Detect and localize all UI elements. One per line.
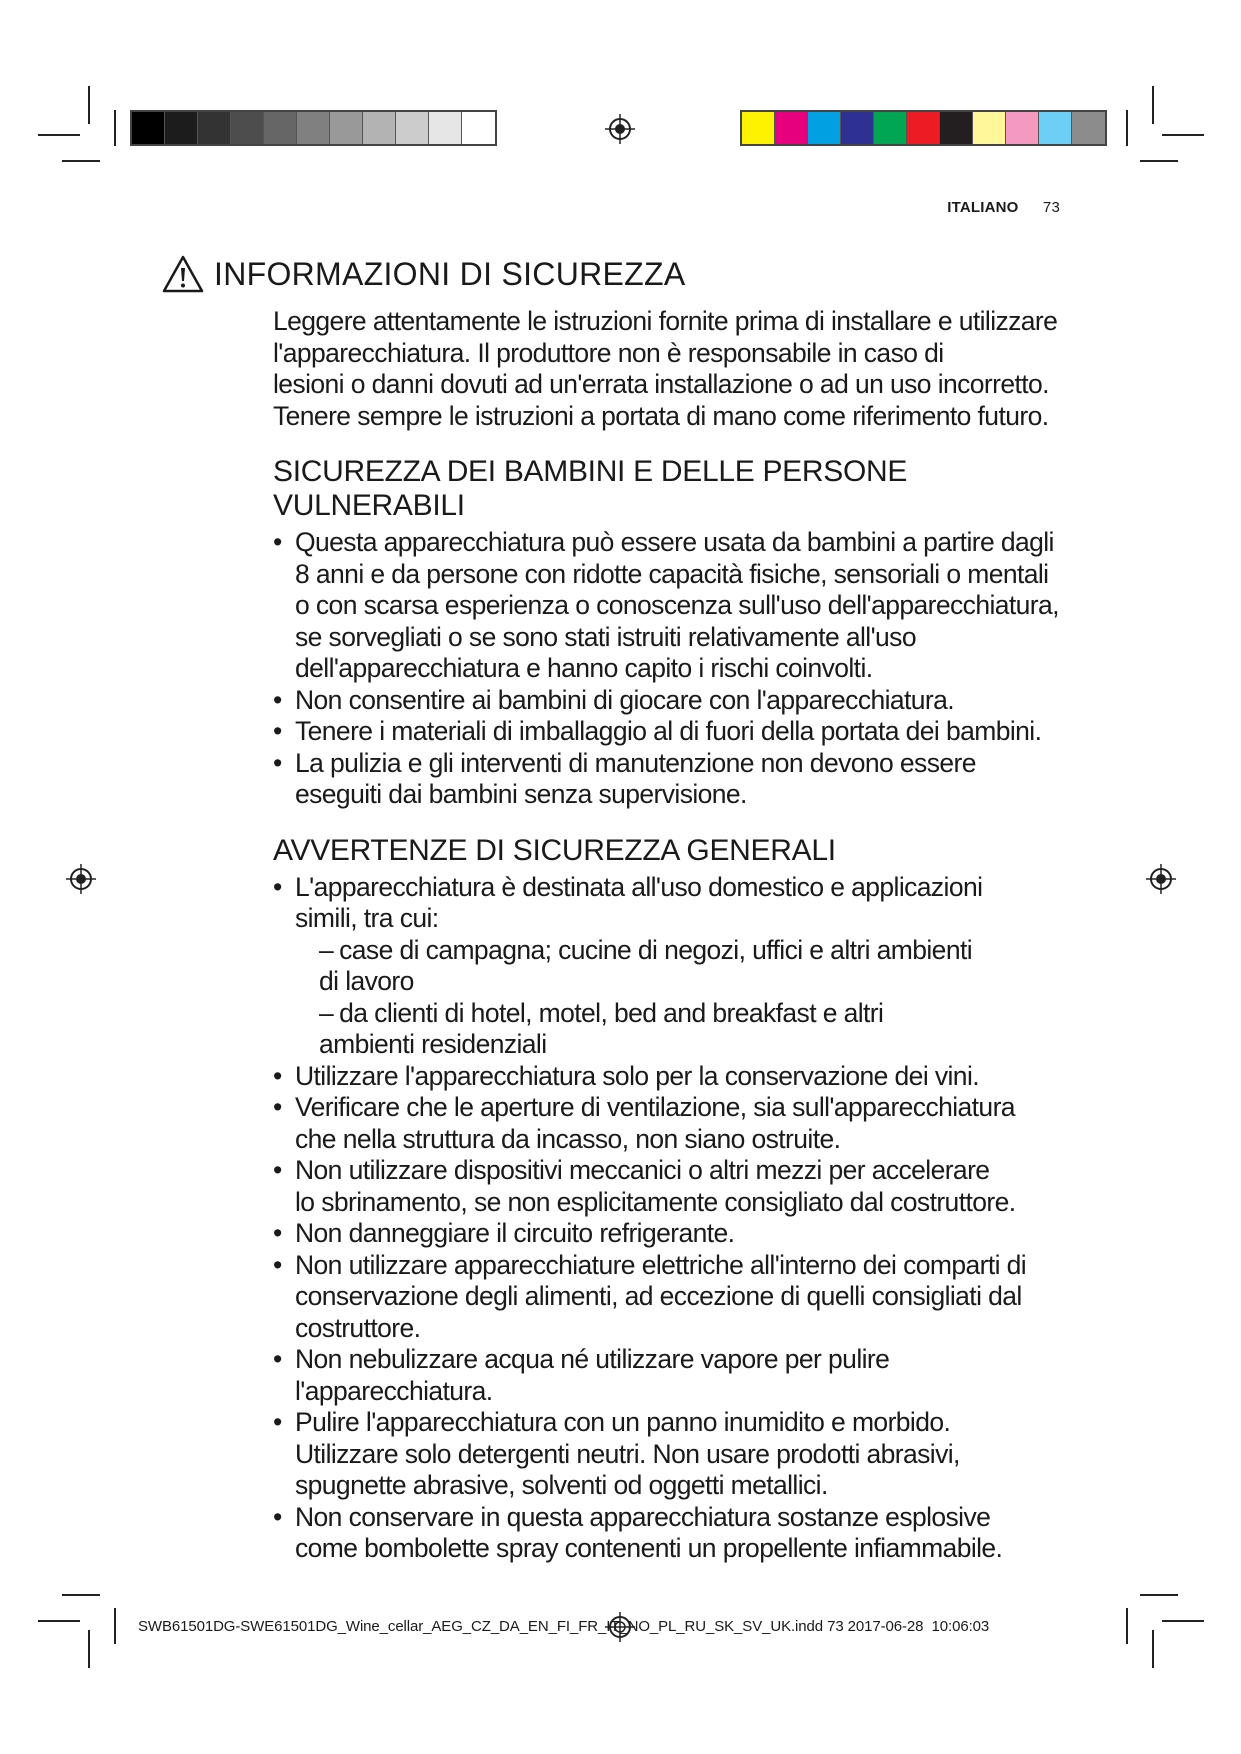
crop-mark [1126,110,1128,146]
color-swatch [132,112,165,144]
color-swatch [165,112,198,144]
item-line: • Non utilizzare dispositivi meccanici o altri mezzi per accelerare [295,1155,990,1185]
registration-mark-icon [66,864,96,894]
color-swatch [1039,112,1072,144]
list-item [273,1407,1073,1502]
crop-mark [1162,134,1204,136]
list-item [273,1218,1073,1250]
item-line: costruttore. [295,1312,421,1343]
color-swatch [775,112,808,144]
item-line: • Non consentire ai bambini di giocare con l'apparecchiatura. [295,684,955,715]
item-line: di lavoro [319,966,414,996]
print-slug [138,1618,989,1635]
color-swatch [231,112,264,144]
item-line: da clienti di hotel, motel, bed and breakfast e altri [339,997,884,1028]
language-label: ITALIANO [947,199,1019,216]
crop-mark [38,134,80,136]
intro-line: lesioni o danni dovuti ad un'errata installazione o ad un uso incorretto. [273,369,1049,399]
running-head [880,199,1060,216]
item-line: se sorvegliati o se sono stati istruiti relativamente all'uso [295,621,916,652]
item-line: 8 anni e da persone con ridotte capacità fisiche, sensoriali o mentali [295,558,1049,589]
list-item [273,748,1073,811]
dash-mark: – [319,997,334,1028]
content [273,306,1073,1565]
crop-mark [1152,1630,1154,1668]
item-line: • Verificare che le aperture di ventilazione, sia sull'apparecchiatura [295,1092,1015,1122]
registration-mark-icon [605,114,635,144]
color-swatch [940,112,973,144]
crop-mark [114,1608,116,1644]
intro-line: Tenere sempre le istruzioni a portata di mano come riferimento futuro. [273,400,1049,431]
crop-mark [1152,86,1154,124]
color-swatch [297,112,330,144]
section-title: SICUREZZA DEI BAMBINI E DELLE PERSONE VULNERABILI [273,455,908,522]
item-line: che nella struttura da incasso, non siano ostruite. [295,1123,841,1154]
color-swatch [907,112,940,144]
item-line: • Questa apparecchiatura può essere usata da bambini a partire dagli [295,527,1054,557]
crop-mark [38,1620,80,1622]
section-title: AVVERTENZE DI SICUREZZA GENERALI [273,833,836,867]
color-swatch [396,112,429,144]
list-item [273,716,1073,748]
color-swatch [264,112,297,144]
item-line: lo sbrinamento, se non esplicitamente consigliato dal costruttore. [295,1186,1016,1217]
item-line: l'apparecchiatura. [295,1375,493,1406]
item-line: case di campagna; cucine di negozi, uffici e altri ambienti [339,934,973,965]
item-line: come bombolette spray contenenti un propellente infiammabile. [295,1533,1003,1563]
item-line: ambienti residenziali [319,1029,547,1059]
item-line: • Non conservare in questa apparecchiatura sostanze esplosive [295,1501,991,1532]
color-bar [740,110,1107,146]
item-line: conservazione degli alimenti, ad eccezione di quelli consigliati dal [295,1281,1022,1311]
crop-mark [62,1594,100,1596]
color-swatch [462,112,495,144]
color-swatch [1006,112,1039,144]
crop-mark [1126,1608,1128,1644]
page-title [162,254,686,294]
color-swatch [198,112,231,144]
sub-item [295,998,1073,1061]
item-line: dell'apparecchiatura e hanno capito i rischi coinvolti. [295,653,873,683]
color-swatch [1072,112,1105,144]
list-item [273,1092,1073,1155]
title-text: INFORMAZIONI DI SICUREZZA [214,255,686,292]
color-swatch [330,112,363,144]
color-swatch [808,112,841,144]
intro-line: l'apparecchiatura. Il produttore non è responsabile in caso di [273,337,944,368]
color-swatch [874,112,907,144]
item-line: o con scarsa esperienza o conoscenza sull'uso dell'apparecchiatura, [295,590,1059,620]
item-line: • Non nebulizzare acqua né utilizzare vapore per pulire [295,1344,890,1374]
item-line: eseguiti dai bambini senza supervisione. [295,779,747,809]
color-swatch [973,112,1006,144]
list-item [273,527,1073,685]
list-item [273,1155,1073,1218]
crop-mark [62,160,100,162]
crop-mark [1140,1594,1178,1596]
slug-date: 2017-06-28 [847,1618,924,1635]
slug-time: 10:06:03 [931,1618,990,1635]
sub-item [295,935,1073,998]
list-item [273,1250,1073,1345]
color-swatch [742,112,775,144]
item-line: spugnette abrasive, solventi od oggetti metallici. [295,1470,828,1500]
slug-filename: SWB61501DG-SWE61501DG_Wine_cellar_AEG_CZ_DA_EN_FI_FR_IT_NO_PL_RU_SK_SV_UK.indd [138,1618,824,1635]
crop-mark [1140,160,1178,162]
registration-mark-icon [1146,864,1176,894]
grayscale-bar [130,110,497,146]
page-number: 73 [1042,199,1060,216]
warning-icon [162,254,204,294]
intro-line: Leggere attentamente le istruzioni fornite prima di installare e utilizzare [273,306,1058,336]
item-line: • Utilizzare l'apparecchiatura solo per la conservazione dei vini. [295,1060,979,1091]
item-line: • L'apparecchiatura è destinata all'uso domestico e applicazioni [295,871,983,902]
item-line: • Non danneggiare il circuito refrigerante. [295,1218,735,1248]
list-item [273,685,1073,717]
bullet-list [273,872,1073,1565]
color-swatch [429,112,462,144]
item-line: Utilizzare solo detergenti neutri. Non usare prodotti abrasivi, [295,1438,960,1469]
list-item [273,1344,1073,1407]
crop-mark [1162,1620,1204,1622]
item-line: • La pulizia e gli interventi di manutenzione non devono essere [295,747,976,778]
crop-mark [114,110,116,146]
crop-mark [88,1630,90,1668]
list-item [273,1061,1073,1093]
slug-page: 73 [827,1618,844,1635]
dash-mark: – [319,934,334,965]
color-swatch [841,112,874,144]
color-swatch [363,112,396,144]
bullet-list [273,527,1073,811]
list-item [273,872,1073,1061]
list-item [273,1502,1073,1565]
item-line: • Pulire l'apparecchiatura con un panno inumidito e morbido. [295,1407,951,1437]
crop-mark [88,86,90,124]
item-line: • Non utilizzare apparecchiature elettriche all'interno dei comparti di [295,1249,1027,1280]
intro-paragraph [273,306,1073,432]
item-line: • Tenere i materiali di imballaggio al di fuori della portata dei bambini. [295,716,1042,746]
item-line: simili, tra cui: [295,903,439,933]
